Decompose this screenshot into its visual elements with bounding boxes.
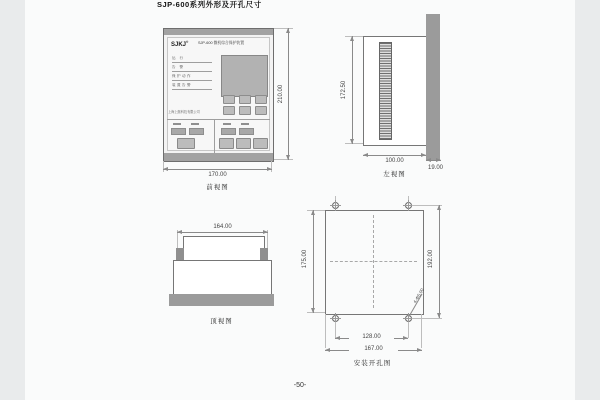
keypad-slot xyxy=(171,128,186,135)
dimension-value-175: 175.00 xyxy=(302,249,308,269)
keypad-slot xyxy=(221,128,236,135)
side-view-label: 左视图 xyxy=(383,171,406,178)
extension-line xyxy=(412,318,442,319)
dimension-line-hole-vertical xyxy=(439,205,440,318)
dimension-value-167: 167.00 xyxy=(349,346,398,353)
extension-line xyxy=(307,312,325,313)
keypad-button xyxy=(223,95,235,104)
keypad-button xyxy=(223,106,235,115)
dimension-value-128: 128.00 xyxy=(349,334,394,341)
panel-divider xyxy=(214,119,215,153)
extension-line xyxy=(274,159,293,160)
dimension-value-164: 164.00 xyxy=(213,224,232,230)
dimension-line-panel xyxy=(426,160,441,161)
keypad-label-mark xyxy=(223,123,231,125)
extension-line xyxy=(408,322,409,338)
keypad-button xyxy=(239,95,251,104)
dimension-value-170: 170.00 xyxy=(208,172,227,178)
brand-logo-text: SJKJ xyxy=(171,42,187,48)
extension-line xyxy=(345,36,363,37)
indicator-label: 保护动作 xyxy=(172,74,212,81)
mounting-hole xyxy=(405,202,412,209)
keypad-label-mark xyxy=(241,123,249,125)
side-view-case xyxy=(363,36,427,146)
indicator-label: 装置告警 xyxy=(172,83,212,90)
dimension-line-side-height xyxy=(352,36,353,144)
keypad-button xyxy=(219,138,234,149)
mounting-panel-bar xyxy=(426,14,440,160)
cutout-rectangle xyxy=(325,210,424,315)
company-name: 上海上继科技有限公司 xyxy=(168,110,200,114)
top-view-body xyxy=(173,260,272,296)
dimension-value-192: 192.00 xyxy=(428,249,434,269)
extension-line xyxy=(325,314,326,348)
centerline-horizontal xyxy=(330,261,417,262)
product-name: SJP-600 微机综合保护装置 xyxy=(198,41,244,45)
panel-divider xyxy=(167,119,270,120)
dimension-value-19: 19.00 xyxy=(427,165,443,171)
device-bottom-bezel xyxy=(164,153,273,161)
keypad-button xyxy=(239,106,251,115)
device-top-bezel xyxy=(164,29,273,35)
mounting-clip-right xyxy=(260,248,268,260)
dimension-value-100: 100.00 xyxy=(385,158,404,164)
page-number: -50- xyxy=(293,382,307,389)
dimension-line-depth xyxy=(363,155,426,156)
mounting-hole xyxy=(332,315,339,322)
document-page xyxy=(25,0,575,400)
front-bezel-bar xyxy=(169,294,274,306)
keypad-label-mark xyxy=(173,123,181,125)
dimension-value-172-50: 172.50 xyxy=(341,80,347,100)
hole-note: 4-Φ5.00 xyxy=(412,287,425,305)
brand-logo xyxy=(171,40,188,48)
keypad-slot xyxy=(239,128,254,135)
front-view-label: 前视图 xyxy=(206,184,229,191)
registered-mark: ® xyxy=(186,40,189,44)
keypad-button xyxy=(236,138,251,149)
mounting-hole xyxy=(332,202,339,209)
keypad-button xyxy=(253,138,268,149)
indicator-label: 告 警 xyxy=(172,65,212,72)
top-view-rear-case xyxy=(183,236,265,262)
front-view-device xyxy=(163,28,274,162)
extension-line xyxy=(274,28,293,29)
keypad-button xyxy=(177,138,195,149)
page-title: SJP-600系列外形及开孔尺寸 xyxy=(157,0,262,9)
terminal-block xyxy=(379,42,392,140)
keypad-slot xyxy=(189,128,204,135)
dimension-line-cut-height xyxy=(313,210,314,313)
dimension-line-top-width xyxy=(177,232,268,233)
extension-line xyxy=(307,210,325,211)
keypad-label-mark xyxy=(191,123,199,125)
top-view-label: 顶视图 xyxy=(210,318,233,325)
keypad-button xyxy=(255,106,267,115)
extension-line xyxy=(345,143,363,144)
extension-line xyxy=(421,314,422,348)
mounting-clip-left xyxy=(176,248,184,260)
indicator-label: 运 行 xyxy=(172,56,212,63)
dimension-line-height xyxy=(288,28,289,160)
cutout-view-label: 安装开孔图 xyxy=(353,360,392,367)
dimension-line-width xyxy=(163,169,272,170)
lcd-screen xyxy=(221,55,268,97)
keypad-button xyxy=(255,95,267,104)
dimension-value-210: 210.00 xyxy=(278,84,284,104)
